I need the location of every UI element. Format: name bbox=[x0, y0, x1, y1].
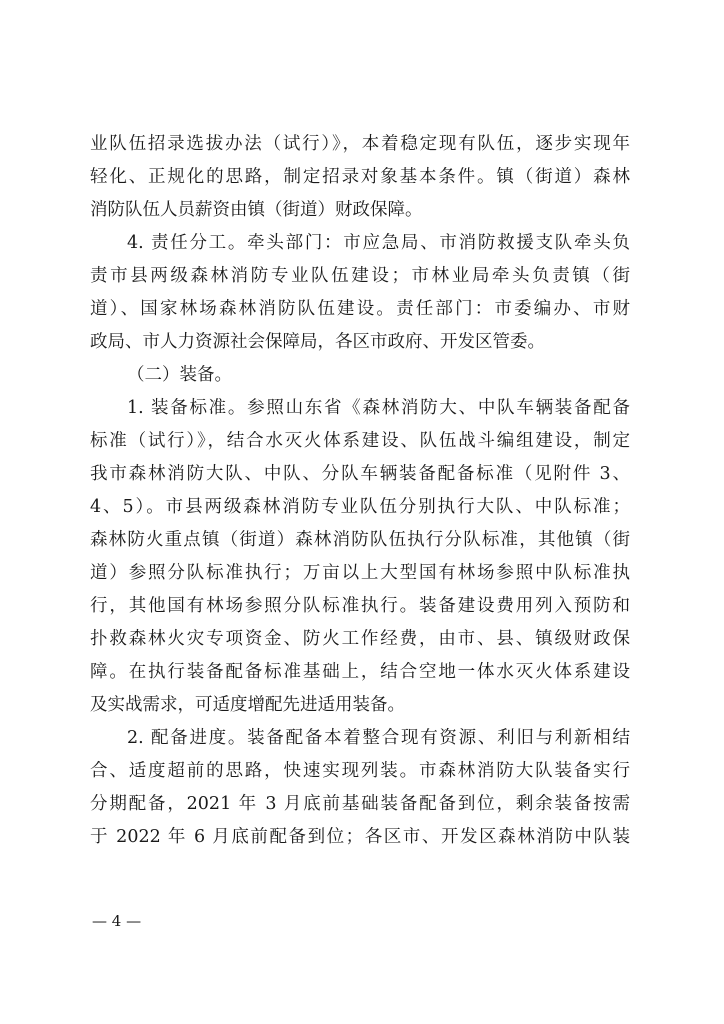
text-line: 行，其他国有林场参照分队标准执行。装备建设费用列入预防和 bbox=[90, 596, 630, 616]
text-line: 障。在执行装备配备标准基础上，结合空地一体水灭火体系建设 bbox=[90, 662, 630, 682]
text-line: 轻化、正规化的思路，制定招录对象基本条件。镇（街道）森林 bbox=[90, 167, 630, 187]
text-line: 标准（试行）》，结合水灭火体系建设、队伍战斗编组建设，制定 bbox=[90, 431, 630, 451]
text-line: 业队伍招录选拔办法（试行）》，本着稳定现有队伍，逐步实现年 bbox=[90, 134, 630, 154]
text-line: 4. 责任分工。牵头部门：市应急局、市消防救援支队牵头负 bbox=[127, 233, 630, 253]
text-line: 扑救森林火灾专项资金、防火工作经费，由市、县、镇级财政保 bbox=[90, 629, 630, 649]
text-line: 道）、国家林场森林消防队伍建设。责任部门：市委编办、市财 bbox=[90, 299, 630, 319]
text-line: 森林防火重点镇（街道）森林消防队伍执行分队标准，其他镇（街 bbox=[90, 530, 630, 550]
text-line: 政局、市人力资源社会保障局，各区市政府、开发区管委。 bbox=[90, 332, 545, 352]
text-line: 1. 装备标准。参照山东省《森林消防大、中队车辆装备配备 bbox=[127, 398, 630, 418]
page-number: — 4 — bbox=[92, 912, 142, 930]
text-line: 分期配备，2021 年 3 月底前基础装备配备到位，剩余装备按需 bbox=[90, 794, 630, 814]
text-line: 于 2022 年 6 月底前配备到位；各区市、开发区森林消防中队装 bbox=[90, 827, 630, 847]
text-line: 责市县两级森林消防专业队伍建设；市林业局牵头负责镇（街 bbox=[90, 266, 630, 286]
text-line: 我市森林消防大队、中队、分队车辆装备配备标准（见附件 3、 bbox=[90, 464, 630, 484]
text-line: 2. 配备进度。装备配备本着整合现有资源、利旧与利新相结 bbox=[127, 728, 630, 748]
text-line: 4、5）。市县两级森林消防专业队伍分别执行大队、中队标准； bbox=[90, 497, 630, 517]
text-line: 消防队伍人员薪资由镇（街道）财政保障。 bbox=[90, 200, 423, 220]
text-line: 及实战需求，可适度增配先进适用装备。 bbox=[90, 695, 405, 715]
text-line: 合、适度超前的思路，快速实现列装。市森林消防大队装备实行 bbox=[90, 761, 630, 781]
text-line: 道）参照分队标准执行；万亩以上大型国有林场参照中队标准执 bbox=[90, 563, 630, 583]
body-text bbox=[90, 128, 630, 854]
section-heading: （二）装备。 bbox=[127, 365, 232, 385]
